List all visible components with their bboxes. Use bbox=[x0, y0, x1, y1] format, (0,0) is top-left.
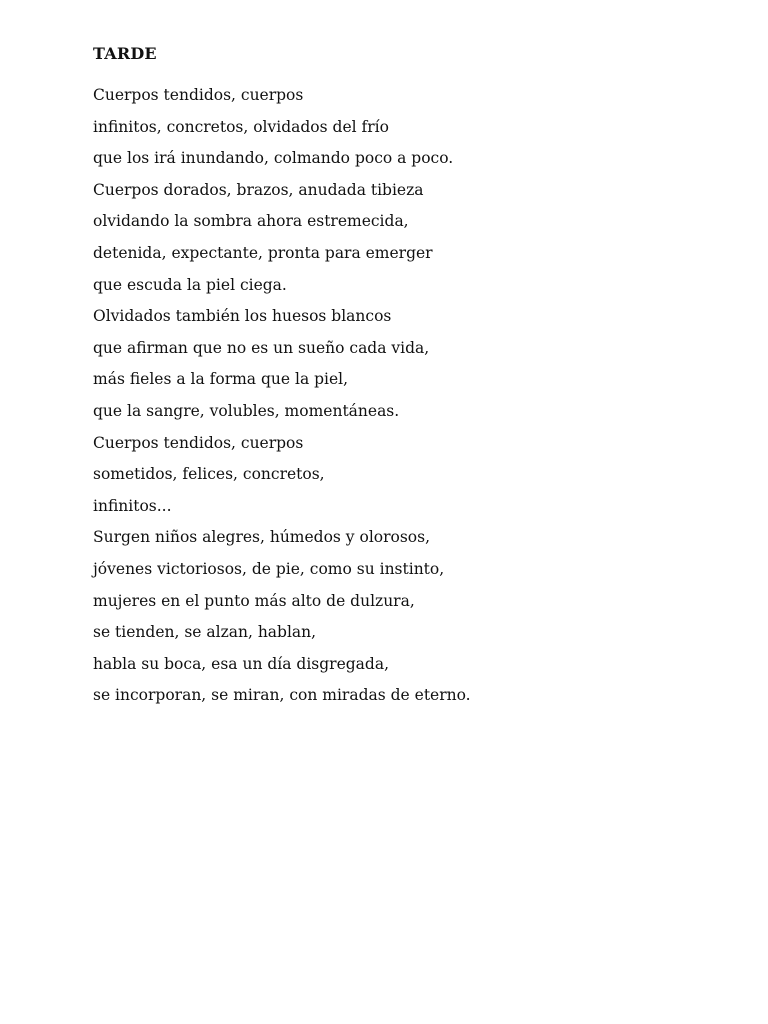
poem-line: detenida, expectante, pronta para emerger bbox=[93, 243, 433, 262]
poem-line: que los irá inundando, colmando poco a poco. bbox=[93, 149, 454, 168]
poem-line: que escuda la piel ciega. bbox=[93, 275, 287, 294]
poem-line: mujeres en el punto más alto de dulzura, bbox=[93, 591, 415, 610]
poem-line: habla su boca, esa un día disgregada, bbox=[93, 654, 389, 673]
poem-line: que la sangre, volubles, momentáneas. bbox=[93, 401, 400, 420]
poem-line: infinitos... bbox=[93, 496, 172, 515]
poem-line: jóvenes victoriosos, de pie, como su instinto, bbox=[93, 559, 445, 578]
poem-line: sometidos, felices, concretos, bbox=[93, 465, 325, 484]
poem-line: Cuerpos tendidos, cuerpos bbox=[93, 86, 304, 104]
poem-body bbox=[93, 80, 733, 712]
poem-line: Cuerpos dorados, brazos, anudada tibieza bbox=[93, 180, 424, 199]
poem-line: más fieles a la forma que la piel, bbox=[93, 370, 349, 389]
poem-line: Surgen niños alegres, húmedos y olorosos, bbox=[93, 528, 431, 547]
poem-line: se incorporan, se miran, con miradas de eterno. bbox=[93, 686, 471, 705]
poem-line: olvidando la sombra ahora estremecida, bbox=[93, 212, 409, 231]
poem-line: Cuerpos tendidos, cuerpos bbox=[93, 433, 304, 452]
poem-line: infinitos, concretos, olvidados del frío bbox=[93, 117, 389, 136]
poem bbox=[93, 43, 733, 712]
poem-line: se tienden, se alzan, hablan, bbox=[93, 623, 317, 642]
poem-line: Olvidados también los huesos blancos bbox=[93, 307, 392, 326]
poem-title: TARDE bbox=[93, 44, 157, 63]
poem-line: que afirman que no es un sueño cada vida, bbox=[93, 338, 430, 357]
